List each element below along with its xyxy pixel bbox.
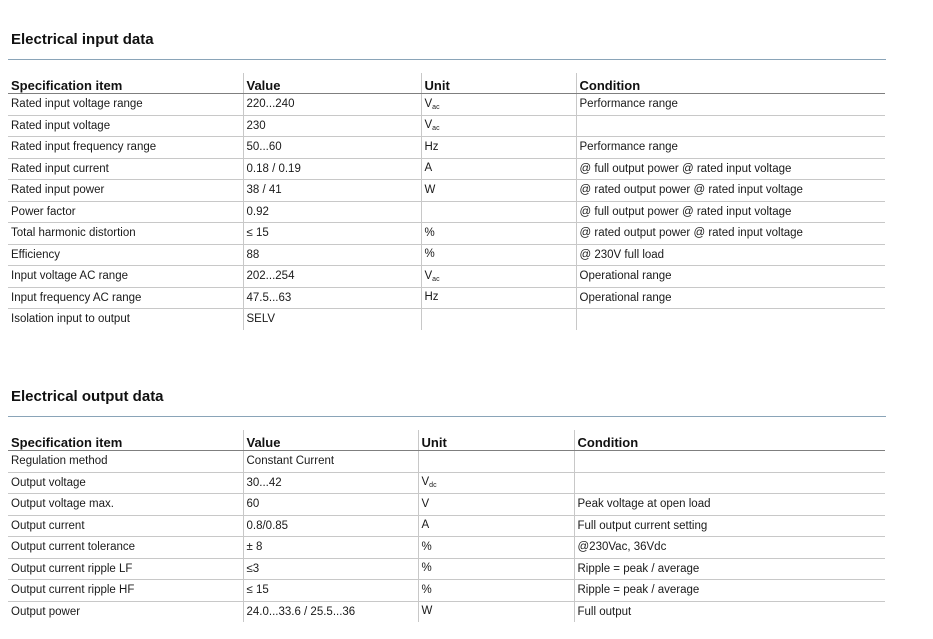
unit-cell bbox=[418, 601, 574, 622]
spec-item-cell: Input frequency AC range bbox=[8, 287, 243, 309]
condition-cell: Full output current setting bbox=[574, 515, 885, 537]
output-spec-table bbox=[8, 430, 885, 622]
value-cell: 0.92 bbox=[243, 201, 421, 223]
table-row bbox=[8, 244, 885, 266]
unit-cell bbox=[421, 94, 576, 116]
table-row bbox=[8, 451, 885, 473]
table-header-row bbox=[8, 430, 885, 451]
unit-symbol: W bbox=[421, 605, 433, 618]
unit-symbol: % bbox=[421, 540, 432, 553]
unit-symbol: Hz bbox=[424, 291, 439, 304]
output-section-rule bbox=[8, 416, 886, 417]
unit-cell bbox=[418, 472, 574, 494]
header-unit: Unit bbox=[421, 73, 576, 94]
table-row bbox=[8, 309, 885, 330]
unit-subscript: ac bbox=[432, 103, 440, 111]
condition-cell: @ 230V full load bbox=[576, 244, 885, 266]
unit-cell bbox=[421, 287, 576, 309]
unit-cell bbox=[421, 201, 576, 223]
table-row bbox=[8, 494, 885, 516]
value-cell: ≤3 bbox=[243, 558, 418, 580]
unit-cell bbox=[418, 580, 574, 602]
unit-symbol: W bbox=[424, 183, 436, 196]
unit-symbol: % bbox=[421, 583, 432, 596]
value-cell: ± 8 bbox=[243, 537, 418, 559]
spec-item-cell: Rated input voltage range bbox=[8, 94, 243, 116]
spec-item-cell: Output current ripple LF bbox=[8, 558, 243, 580]
condition-cell: @ rated output power @ rated input voltage bbox=[576, 223, 885, 245]
spec-item-cell: Efficiency bbox=[8, 244, 243, 266]
condition-cell: Full output bbox=[574, 601, 885, 622]
table-row bbox=[8, 580, 885, 602]
spec-item-cell: Output power bbox=[11, 605, 81, 618]
unit-cell bbox=[418, 451, 574, 473]
value-cell: 60 bbox=[243, 494, 418, 516]
condition-cell bbox=[574, 472, 885, 494]
unit-cell bbox=[421, 115, 576, 137]
unit-symbol: A bbox=[424, 162, 433, 175]
unit-symbol: Hz bbox=[424, 140, 439, 153]
condition-cell: Operational range bbox=[576, 287, 885, 309]
condition-cell: @230Vac, 36Vdc bbox=[574, 537, 885, 559]
unit-cell bbox=[421, 223, 576, 245]
value-cell: 30...42 bbox=[243, 472, 418, 494]
spec-item-cell: Output current ripple HF bbox=[8, 580, 243, 602]
unit-cell bbox=[418, 537, 574, 559]
value-cell: ≤ 15 bbox=[243, 580, 418, 602]
value-cell: SELV bbox=[243, 309, 421, 330]
table-row bbox=[8, 94, 885, 116]
value-cell: 50...60 bbox=[243, 137, 421, 159]
condition-cell bbox=[574, 451, 885, 473]
table-row bbox=[8, 137, 885, 159]
header-unit: Unit bbox=[418, 430, 574, 451]
value-cell: 0.18 / 0.19 bbox=[243, 158, 421, 180]
unit-cell bbox=[421, 180, 576, 202]
value-cell: 38 / 41 bbox=[243, 180, 421, 202]
spec-item-cell: Output current tolerance bbox=[8, 537, 243, 559]
value-cell: 220...240 bbox=[243, 94, 421, 116]
value-cell: 24.0...33.6 / 25.5...36 bbox=[243, 601, 418, 622]
value-cell: 202...254 bbox=[243, 266, 421, 288]
condition-cell: Performance range bbox=[576, 94, 885, 116]
table-row bbox=[8, 515, 885, 537]
unit-cell bbox=[418, 494, 574, 516]
header-condition: Condition bbox=[576, 73, 885, 94]
table-row bbox=[8, 472, 885, 494]
unit-cell bbox=[418, 558, 574, 580]
table-row bbox=[8, 266, 885, 288]
table-row bbox=[8, 223, 885, 245]
input-section-rule bbox=[8, 59, 886, 60]
unit-cell bbox=[421, 158, 576, 180]
table-row bbox=[8, 158, 885, 180]
header-condition: Condition bbox=[574, 430, 885, 451]
condition-cell: @ full output power @ rated input voltage bbox=[576, 201, 885, 223]
unit-symbol: V bbox=[421, 476, 430, 489]
spec-item-cell: Rated input frequency range bbox=[8, 137, 243, 159]
spec-item-cell: Output voltage bbox=[8, 472, 243, 494]
condition-cell: Peak voltage at open load bbox=[574, 494, 885, 516]
header-specification-item: Specification item bbox=[8, 430, 243, 451]
spec-item-cell: Total harmonic distortion bbox=[8, 223, 243, 245]
condition-cell bbox=[576, 115, 885, 137]
table-row bbox=[8, 601, 885, 622]
condition-cell: @ rated output power @ rated input voltage bbox=[576, 180, 885, 202]
unit-subscript: ac bbox=[432, 275, 440, 283]
spec-item-cell: Power factor bbox=[8, 201, 243, 223]
value-cell: ≤ 15 bbox=[243, 223, 421, 245]
table-row bbox=[8, 558, 885, 580]
condition-cell: Operational range bbox=[576, 266, 885, 288]
spec-item-cell: Output current bbox=[8, 515, 243, 537]
unit-cell bbox=[421, 137, 576, 159]
spec-item-cell: Isolation input to output bbox=[11, 313, 130, 326]
spec-item-cell: Rated input power bbox=[8, 180, 243, 202]
output-section-title: Electrical output data bbox=[11, 388, 164, 405]
unit-cell bbox=[421, 244, 576, 266]
unit-cell bbox=[421, 266, 576, 288]
unit-subscript: dc bbox=[429, 482, 437, 490]
unit-symbol: A bbox=[421, 519, 430, 532]
condition-cell: @ full output power @ rated input voltage bbox=[576, 158, 885, 180]
table-row bbox=[8, 201, 885, 223]
value-cell: 47.5...63 bbox=[243, 287, 421, 309]
condition-cell: Ripple = peak / average bbox=[574, 580, 885, 602]
table-row bbox=[8, 537, 885, 559]
unit-cell bbox=[418, 515, 574, 537]
table-row bbox=[8, 115, 885, 137]
unit-cell bbox=[421, 309, 576, 330]
header-specification-item: Specification item bbox=[8, 73, 243, 94]
unit-symbol: V bbox=[424, 119, 433, 132]
header-value: Value bbox=[243, 73, 421, 94]
spec-item-cell: Rated input current bbox=[8, 158, 243, 180]
spec-item-cell: Rated input voltage bbox=[8, 115, 243, 137]
unit-subscript: ac bbox=[432, 125, 440, 133]
unit-symbol: % bbox=[424, 248, 435, 261]
value-cell: 88 bbox=[243, 244, 421, 266]
unit-symbol: V bbox=[424, 269, 433, 282]
input-spec-table bbox=[8, 73, 885, 330]
condition-cell bbox=[576, 309, 885, 330]
unit-symbol: V bbox=[424, 97, 433, 110]
condition-cell: Ripple = peak / average bbox=[574, 558, 885, 580]
input-section-title: Electrical input data bbox=[11, 31, 154, 48]
value-cell: 230 bbox=[243, 115, 421, 137]
table-header-row bbox=[8, 73, 885, 94]
condition-cell: Performance range bbox=[576, 137, 885, 159]
unit-symbol: V bbox=[421, 497, 430, 510]
unit-symbol: % bbox=[424, 226, 435, 239]
spec-item-cell: Output voltage max. bbox=[8, 494, 243, 516]
spec-item-cell: Regulation method bbox=[8, 451, 243, 473]
header-value: Value bbox=[243, 430, 418, 451]
table-row bbox=[8, 287, 885, 309]
unit-symbol: % bbox=[421, 562, 432, 575]
spec-item-cell: Input voltage AC range bbox=[8, 266, 243, 288]
table-row bbox=[8, 180, 885, 202]
value-cell: Constant Current bbox=[243, 451, 418, 473]
value-cell: 0.8/0.85 bbox=[243, 515, 418, 537]
